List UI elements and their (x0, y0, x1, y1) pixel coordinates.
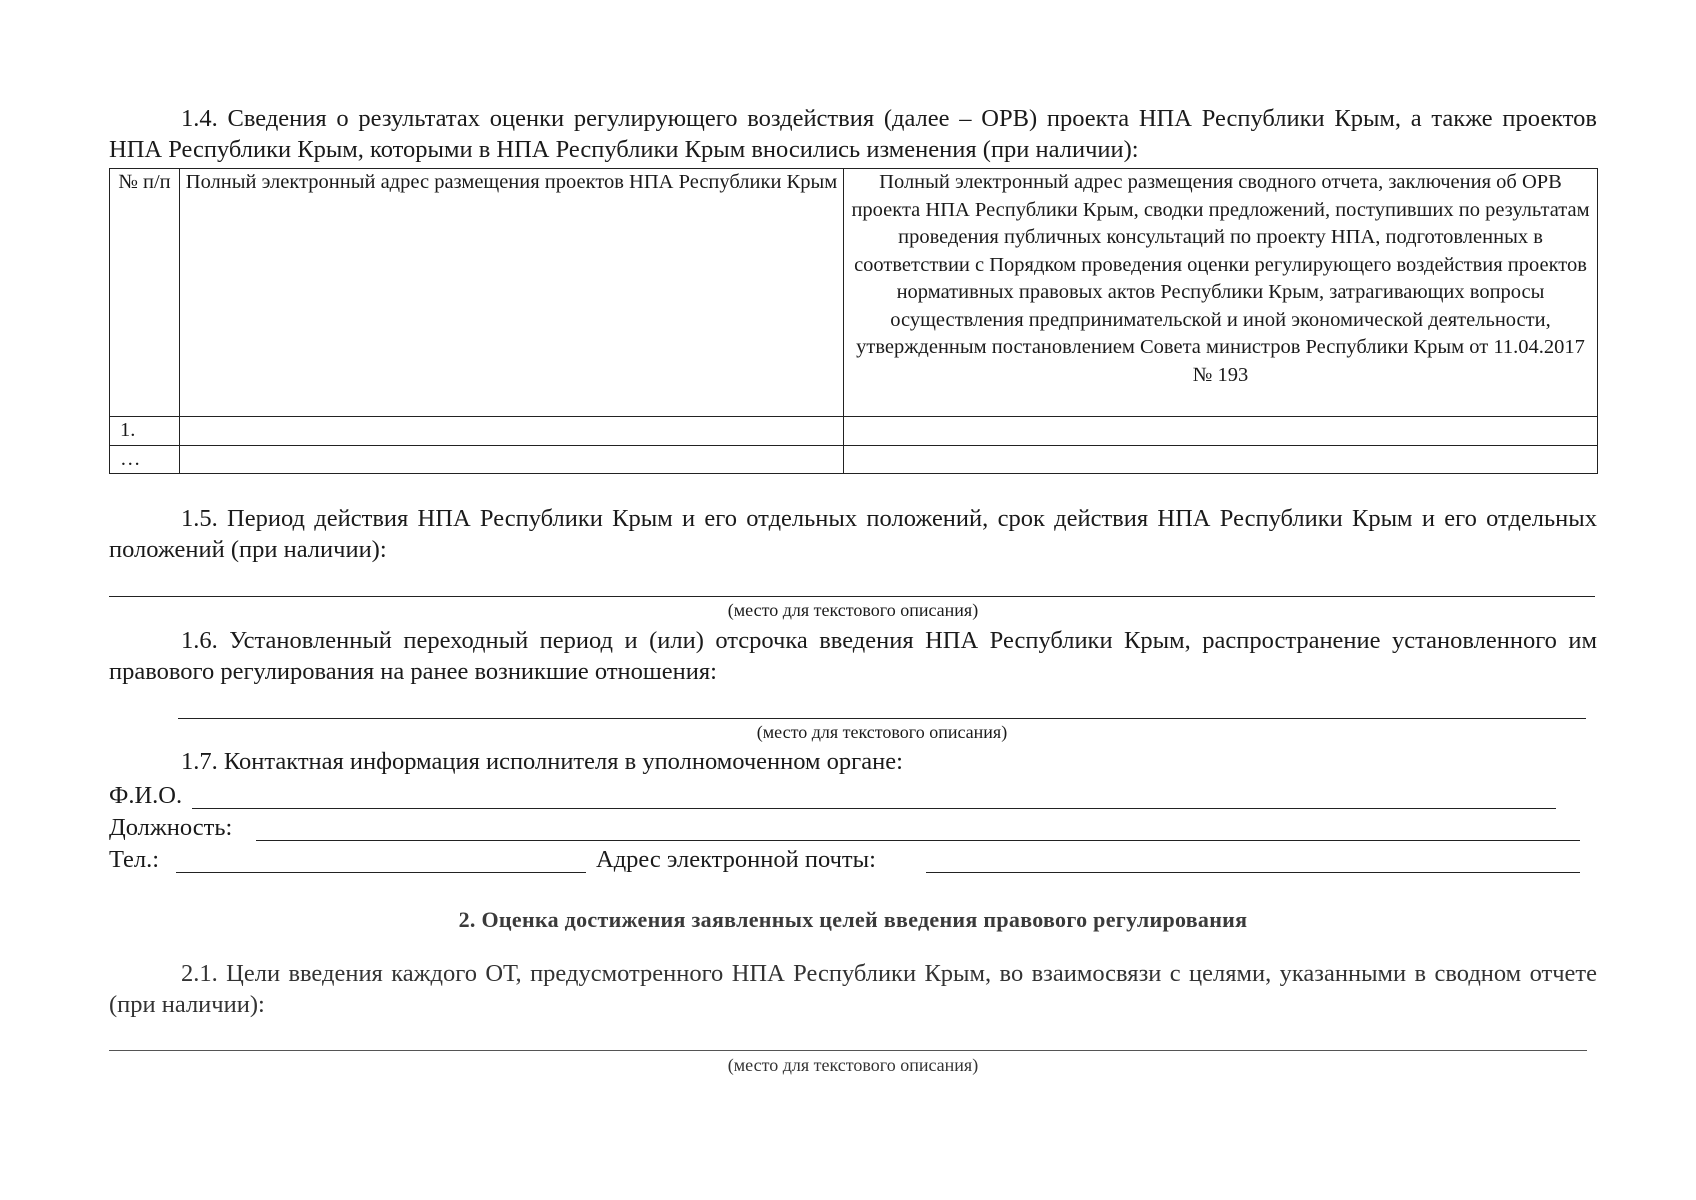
section-1-6-hint: (место для текстового описания) (756, 722, 1008, 742)
phone-label: Тел.: (109, 846, 160, 873)
email-field[interactable] (926, 872, 1580, 873)
section-1-5-text-line[interactable] (109, 596, 1595, 597)
fio-field[interactable] (192, 808, 1556, 809)
header-number: № п/п (110, 169, 180, 417)
table-header-row (110, 169, 1598, 417)
row-project-address-cell[interactable] (180, 445, 844, 474)
header-report-address: Полный электронный адрес размещения сводного отчета, заключения об ОРВ проекта НПА Республики Крым, сводки предложений, поступивших по результатам проведения публичных консультаций по проекту НПА, подготовленных в соответствии с Порядком проведения оценки регулирующего воздействия проектов нормативных правовых актов Республики Крым, затрагивающих вопросы осуществления предпринимательской и иной экономической деятельности, утвержденным постановлением Совета министров Республики Крым от 11.04.2017 № 193 (844, 169, 1598, 417)
row-number: … (110, 445, 180, 474)
table-row (110, 445, 1598, 474)
email-label: Адрес электронной почты: (596, 846, 876, 873)
section-1-4-intro: 1.4. Сведения о результатах оценки регулирующего воздействия (далее – ОРВ) проекта НПА Республики Крым, а также проектов НПА Республики Крым, которыми в НПА Республики Крым вносились изменения (при наличии): (109, 105, 1597, 163)
row-report-address-cell[interactable] (844, 417, 1598, 446)
table-row (110, 417, 1598, 446)
section-2-1-hint: (место для текстового описания) (727, 1055, 979, 1075)
section-2-heading-text: 2. Оценка достижения заявленных целей введения правового регулирования (458, 907, 1248, 932)
phone-field[interactable] (176, 872, 586, 873)
row-report-address-cell[interactable] (844, 445, 1598, 474)
row-project-address-cell[interactable] (180, 417, 844, 446)
fio-label: Ф.И.О. (109, 782, 183, 809)
position-field[interactable] (256, 840, 1580, 841)
section-2-1-text-line[interactable] (109, 1050, 1587, 1051)
section-1-5-hint: (место для текстового описания) (727, 600, 979, 620)
section-1-5-text: 1.5. Период действия НПА Республики Крым и его отдельных положений, срок действия НПА Республики Крым и его отдельных положений (при наличии): (109, 505, 1597, 563)
section-2-1-text: 2.1. Цели введения каждого ОТ, предусмотренного НПА Республики Крым, во взаимосвязи с целями, указанными в сводном отчете (при наличии): (109, 960, 1597, 1018)
section-1-6-text: 1.6. Установленный переходный период и (или) отсрочка введения НПА Республики Крым, распространение установленного им правового регулирования на ранее возникшие отношения: (109, 627, 1597, 685)
orv-table (109, 168, 1598, 474)
section-1-7-text: 1.7. Контактная информация исполнителя в уполномоченном органе: (181, 748, 903, 775)
row-number: 1. (110, 417, 180, 446)
section-1-6-text-line[interactable] (178, 718, 1586, 719)
header-project-address: Полный электронный адрес размещения проектов НПА Республики Крым (180, 169, 844, 417)
section-2-heading (109, 905, 1597, 935)
position-label: Должность: (109, 814, 233, 841)
